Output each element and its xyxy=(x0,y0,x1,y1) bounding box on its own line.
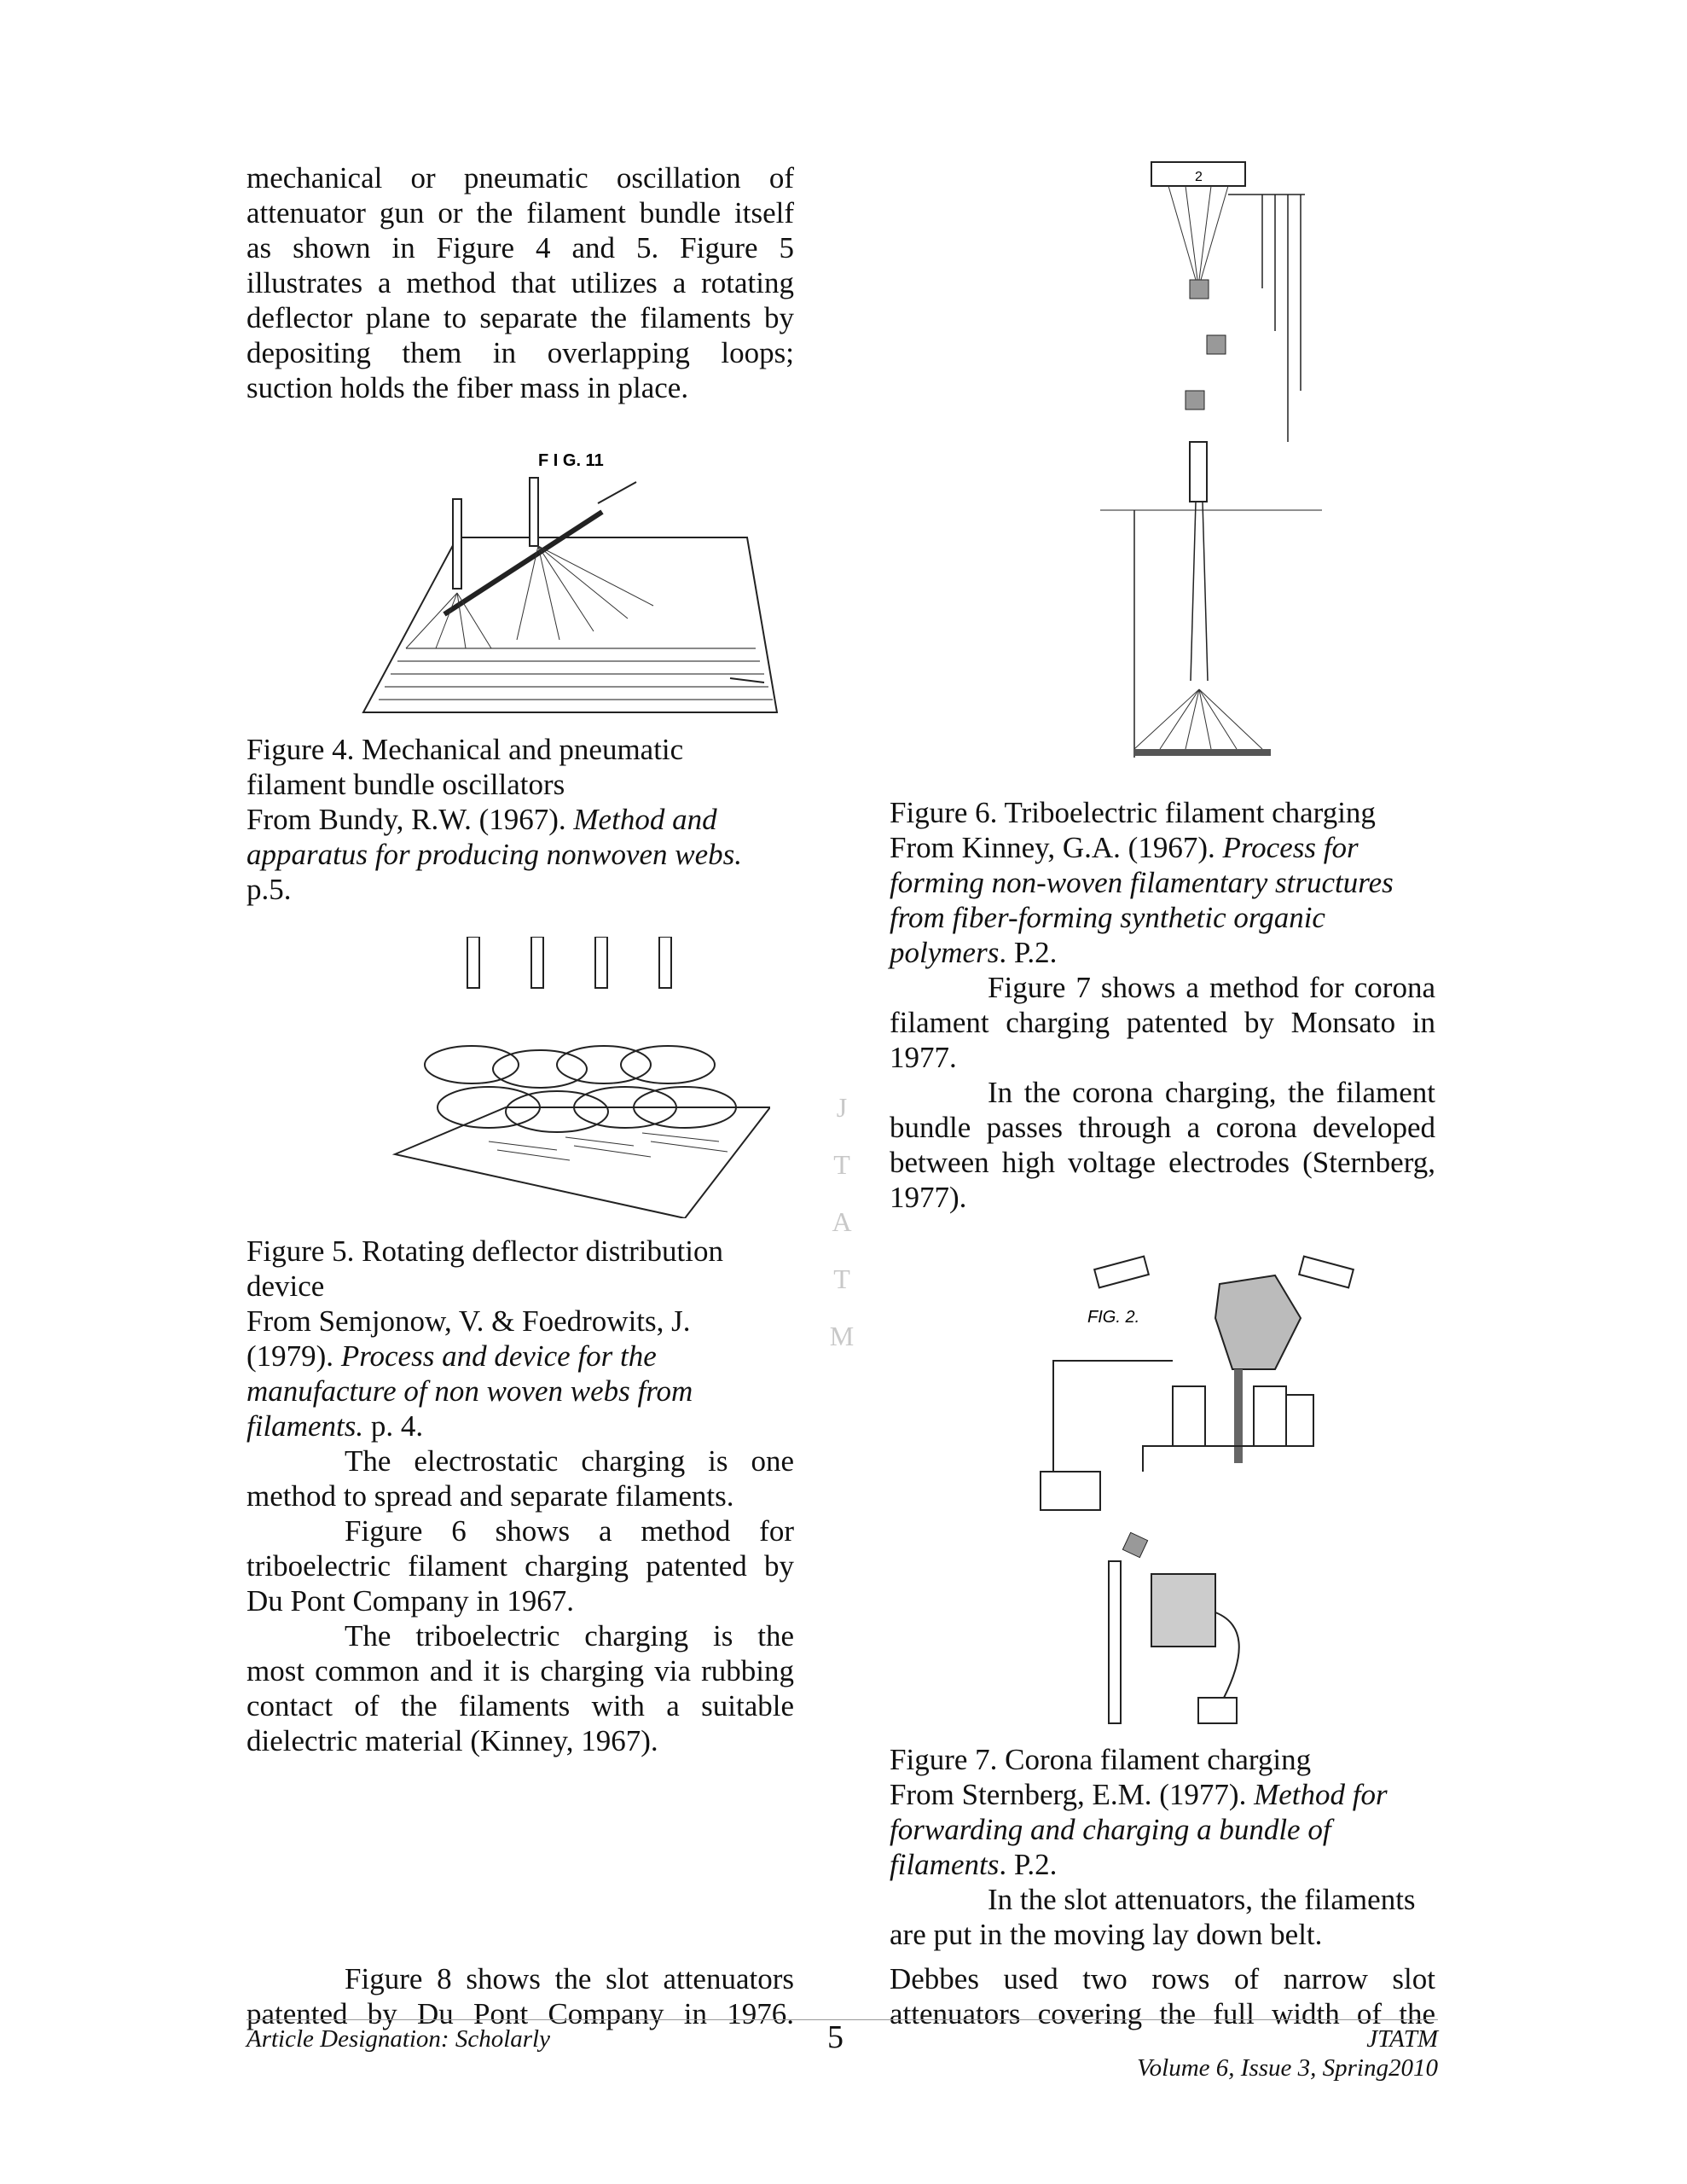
text-line: bundle passes through a corona developed xyxy=(890,1111,1435,1144)
text-line: filament charging patented by Monsato in xyxy=(890,1006,1435,1039)
figure-4-drawing xyxy=(355,435,781,721)
caption-source xyxy=(890,830,1435,865)
text-line: suction holds the fiber mass in place. xyxy=(246,371,689,404)
caption-source xyxy=(246,802,809,837)
text-line: illustrates a method that utilizes a rotating xyxy=(246,266,794,299)
caption-source xyxy=(890,935,1435,970)
source-page: p. 4. xyxy=(363,1409,424,1443)
svg-text:2: 2 xyxy=(1195,170,1203,184)
text-line: attenuators covering the full width of the xyxy=(890,1997,1435,2030)
text-line: method to spread and separate filaments. xyxy=(246,1479,734,1513)
watermark-letter: T xyxy=(833,1263,850,1294)
caption-line: Figure 5. Rotating deflector distribution xyxy=(246,1234,723,1268)
source-page: . P.2. xyxy=(999,936,1058,969)
text-line: The electrostatic charging is one xyxy=(345,1444,794,1478)
caption-source xyxy=(890,900,1435,935)
text-line: as shown in Figure 4 and 5. Figure 5 xyxy=(246,231,794,264)
text-line: contact of the filaments with a suitable xyxy=(246,1689,794,1722)
source-prefix: From Sternberg, E.M. (1977). xyxy=(890,1778,1255,1811)
source-title: polymers xyxy=(890,936,1000,969)
text-line: In the slot attenuators, the filaments xyxy=(988,1883,1416,1916)
figure-7-caption xyxy=(890,1742,1435,1882)
text-line: Figure 6 shows a method for xyxy=(345,1514,794,1548)
figure-5-drawing xyxy=(386,937,770,1218)
source-title: Process for xyxy=(1222,831,1359,864)
text-line: Figure 7 shows a method for corona xyxy=(988,971,1435,1004)
text-line: are put in the moving lay down belt. xyxy=(890,1918,1323,1951)
text-line: mechanical or pneumatic oscillation of xyxy=(246,161,794,195)
page-number: 5 xyxy=(827,2019,844,2055)
text-line: dielectric material (Kinney, 1967). xyxy=(246,1724,658,1757)
caption-line: device xyxy=(246,1269,325,1303)
caption-source xyxy=(246,1374,809,1409)
caption-line: Figure 4. Mechanical and pneumatic xyxy=(246,733,684,766)
source-title: filaments. xyxy=(246,1409,364,1443)
text-line: depositing them in overlapping loops; xyxy=(246,336,794,369)
text-line: The triboelectric charging is the xyxy=(345,1619,794,1653)
figure-6-caption xyxy=(890,795,1435,970)
text-line: triboelectric filament charging patented by xyxy=(246,1549,794,1583)
source-title: manufacture of non woven webs from xyxy=(246,1374,693,1408)
text-line: patented by Du Pont Company in 1976. xyxy=(246,1997,794,2030)
text-line: In the corona charging, the filament xyxy=(988,1076,1435,1109)
caption-source xyxy=(246,837,809,872)
watermark-letter: J xyxy=(836,1092,848,1123)
text-line: deflector plane to separate the filaments by xyxy=(246,301,794,334)
figure-7-drawing-a xyxy=(1019,1224,1403,1514)
caption-source xyxy=(890,1777,1435,1812)
source-title: forming non-woven filamentary structures xyxy=(890,866,1394,899)
watermark-letter: T xyxy=(833,1149,850,1180)
source-title: filaments xyxy=(890,1848,1000,1881)
source-title: from fiber-forming synthetic organic xyxy=(890,901,1325,934)
figure-7-drawing-b xyxy=(1087,1527,1309,1728)
source-prefix: From Bundy, R.W. (1967). xyxy=(246,803,574,836)
caption-line: From Semjonow, V. & Foedrowits, J. xyxy=(246,1304,691,1338)
figure-4-caption xyxy=(246,732,809,907)
caption-line: filament bundle oscillators xyxy=(246,768,565,801)
figure-6-drawing xyxy=(1100,160,1322,787)
text-line: 1977. xyxy=(890,1041,957,1074)
source-title: Process and device for the xyxy=(340,1339,657,1373)
source-page: . P.2. xyxy=(999,1848,1058,1881)
caption-source xyxy=(246,1339,809,1374)
text-line: attenuator gun or the filament bundle itself xyxy=(246,196,794,229)
text-line: Du Pont Company in 1967. xyxy=(246,1584,575,1618)
caption-source xyxy=(246,1409,809,1443)
caption-source xyxy=(890,1812,1435,1847)
article-designation: Article Designation: Scholarly xyxy=(246,2025,550,2053)
source-title: apparatus for producing nonwoven webs. xyxy=(246,838,743,871)
source-title: Method for xyxy=(1254,1778,1388,1811)
source-title: forwarding and charging a bundle of xyxy=(890,1813,1331,1846)
caption-source xyxy=(890,1847,1435,1882)
text-line: Figure 8 shows the slot attenuators xyxy=(345,1962,794,1995)
text-line: most common and it is charging via rubbing xyxy=(246,1654,794,1687)
text-line: 1977). xyxy=(890,1181,967,1214)
caption-source xyxy=(890,865,1435,900)
figure-4-label: F I G. 11 xyxy=(538,451,604,470)
source-page: p.5. xyxy=(246,873,292,906)
caption-line: Figure 6. Triboelectric filament charging xyxy=(890,796,1376,829)
figure-5-caption xyxy=(246,1234,809,1443)
source-prefix: From Kinney, G.A. (1967). xyxy=(890,831,1223,864)
journal-name: JTATM xyxy=(1366,2025,1438,2053)
volume-info: Volume 6, Issue 3, Spring2010 xyxy=(1137,2054,1438,2082)
text-line: Debbes used two rows of narrow slot xyxy=(890,1962,1435,1995)
caption-line: Figure 7. Corona filament charging xyxy=(890,1743,1312,1776)
watermark-letter: A xyxy=(832,1206,852,1237)
figure-7-label: FIG. 2. xyxy=(1087,1308,1140,1327)
text-line: between high voltage electrodes (Sternberg, xyxy=(890,1146,1435,1179)
source-title: Method and xyxy=(573,803,717,836)
source-prefix: (1979). xyxy=(246,1339,341,1373)
watermark-letter: M xyxy=(829,1321,855,1351)
